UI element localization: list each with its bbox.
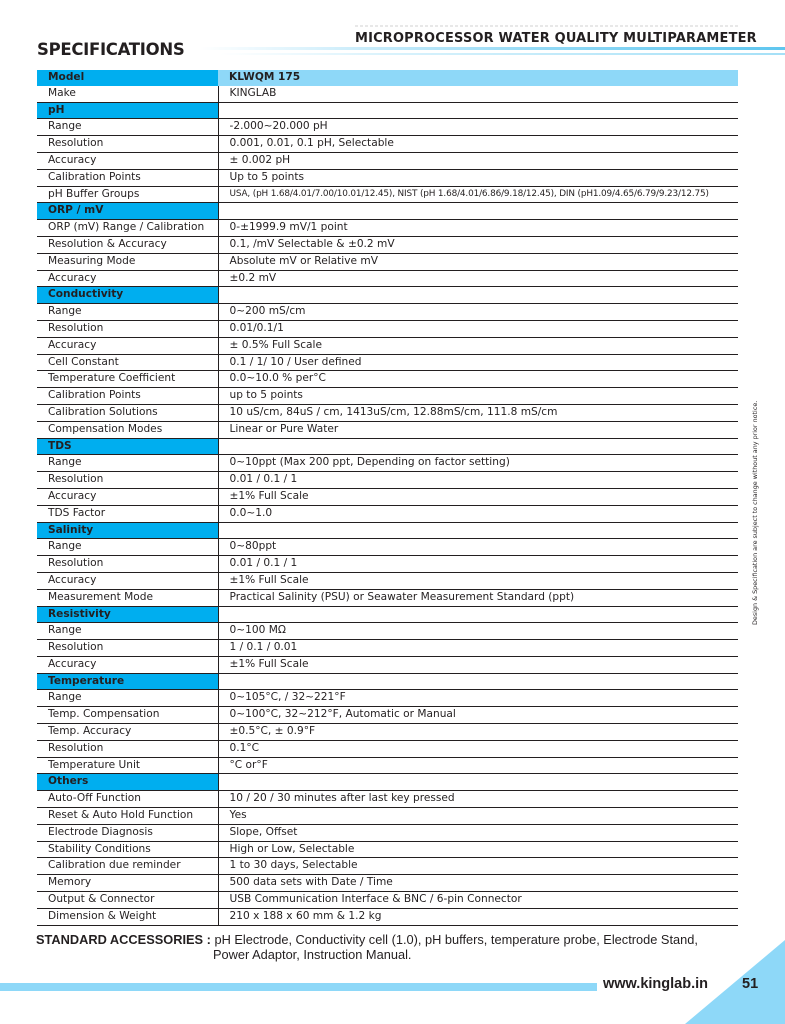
spec-label: Temp. Accuracy bbox=[37, 724, 218, 741]
spec-row bbox=[37, 858, 738, 875]
spec-row bbox=[37, 136, 738, 153]
spec-label: Temperature Unit bbox=[37, 757, 218, 774]
website-link[interactable]: www.kinglab.in bbox=[603, 976, 708, 992]
spec-label: Accuracy bbox=[37, 656, 218, 673]
spec-value: 0.01 / 0.1 / 1 bbox=[218, 472, 738, 489]
spec-row bbox=[37, 791, 738, 808]
spec-row bbox=[37, 841, 738, 858]
catalog-category-title: MICROPROCESSOR WATER QUALITY MULTIPARAMETER bbox=[355, 30, 757, 46]
section-header-row bbox=[37, 287, 738, 304]
section-title: pH bbox=[37, 102, 218, 119]
accessories-label: STANDARD ACCESSORIES : bbox=[36, 932, 211, 947]
spec-value: 0.0~1.0 bbox=[218, 505, 738, 522]
spec-value: 0~100°C, 32~212°F, Automatic or Manual bbox=[218, 707, 738, 724]
spec-value: °C or°F bbox=[218, 757, 738, 774]
make-row bbox=[37, 86, 738, 102]
section-title: ORP / mV bbox=[37, 203, 218, 220]
standard-accessories bbox=[36, 932, 698, 962]
spec-value: ±1% Full Scale bbox=[218, 572, 738, 589]
spec-value: 10 / 20 / 30 minutes after last key pressed bbox=[218, 791, 738, 808]
spec-label: Resolution bbox=[37, 740, 218, 757]
spec-label: Measuring Mode bbox=[37, 253, 218, 270]
spec-row bbox=[37, 808, 738, 825]
section-header-row bbox=[37, 522, 738, 539]
spec-label: Resolution bbox=[37, 640, 218, 657]
section-blank-cell bbox=[218, 774, 738, 791]
spec-value: High or Low, Selectable bbox=[218, 841, 738, 858]
section-blank-cell bbox=[218, 606, 738, 623]
spec-label: Resolution bbox=[37, 472, 218, 489]
spec-label: Auto-Off Function bbox=[37, 791, 218, 808]
spec-value: ± 0.002 pH bbox=[218, 152, 738, 169]
spec-label: Calibration due reminder bbox=[37, 858, 218, 875]
spec-label: TDS Factor bbox=[37, 505, 218, 522]
spec-value: 1 / 0.1 / 0.01 bbox=[218, 640, 738, 657]
spec-value: 0.1, /mV Selectable & ±0.2 mV bbox=[218, 236, 738, 253]
spec-row bbox=[37, 656, 738, 673]
section-title: Temperature bbox=[37, 673, 218, 690]
section-blank-cell bbox=[218, 522, 738, 539]
spec-row bbox=[37, 354, 738, 371]
spec-label: Output & Connector bbox=[37, 892, 218, 909]
header-accent-line-thin bbox=[220, 53, 785, 55]
spec-row bbox=[37, 253, 738, 270]
spec-row bbox=[37, 757, 738, 774]
spec-value: 0.0~10.0 % per°C bbox=[218, 371, 738, 388]
spec-row bbox=[37, 455, 738, 472]
spec-value: 1 to 30 days, Selectable bbox=[218, 858, 738, 875]
disclaimer-note: Design & Specification are subject to change without any prior notice. bbox=[751, 400, 759, 625]
spec-value: 0.001, 0.01, 0.1 pH, Selectable bbox=[218, 136, 738, 153]
spec-row bbox=[37, 505, 738, 522]
spec-value: 0.01 / 0.1 / 1 bbox=[218, 556, 738, 573]
model-row bbox=[37, 70, 738, 86]
spec-value: Slope, Offset bbox=[218, 824, 738, 841]
spec-label: Electrode Diagnosis bbox=[37, 824, 218, 841]
spec-row bbox=[37, 623, 738, 640]
spec-label: Accuracy bbox=[37, 488, 218, 505]
spec-value: 0~105°C, / 32~221°F bbox=[218, 690, 738, 707]
spec-label: Resolution & Accuracy bbox=[37, 236, 218, 253]
spec-value: ±0.2 mV bbox=[218, 270, 738, 287]
section-header-row bbox=[37, 673, 738, 690]
section-header-row bbox=[37, 203, 738, 220]
spec-row bbox=[37, 186, 738, 203]
spec-value: Yes bbox=[218, 808, 738, 825]
specifications-table bbox=[37, 70, 738, 926]
spec-row bbox=[37, 875, 738, 892]
make-label: Make bbox=[37, 86, 218, 102]
spec-label: Range bbox=[37, 623, 218, 640]
spec-label: Resolution bbox=[37, 136, 218, 153]
spec-label: Range bbox=[37, 304, 218, 321]
spec-value: USA, (pH 1.68/4.01/7.00/10.01/12.45), NIST (pH 1.68/4.01/6.86/9.18/12.45), DIN (pH1.09/4.65/6.79/9.23/12.75) bbox=[218, 186, 738, 203]
spec-row bbox=[37, 371, 738, 388]
spec-row bbox=[37, 707, 738, 724]
spec-value: up to 5 points bbox=[218, 388, 738, 405]
spec-row bbox=[37, 119, 738, 136]
spec-label: Measurement Mode bbox=[37, 589, 218, 606]
spec-value: ±1% Full Scale bbox=[218, 656, 738, 673]
model-value: KLWQM 175 bbox=[218, 70, 738, 86]
spec-value: USB Communication Interface & BNC / 6-pin Connector bbox=[218, 892, 738, 909]
spec-label: Memory bbox=[37, 875, 218, 892]
spec-row bbox=[37, 572, 738, 589]
section-header-row bbox=[37, 438, 738, 455]
spec-label: Cell Constant bbox=[37, 354, 218, 371]
header-dotted-rule bbox=[355, 25, 740, 27]
spec-row bbox=[37, 388, 738, 405]
spec-value: -2.000~20.000 pH bbox=[218, 119, 738, 136]
section-title: TDS bbox=[37, 438, 218, 455]
spec-label: Resolution bbox=[37, 320, 218, 337]
spec-label: Accuracy bbox=[37, 572, 218, 589]
section-title: Salinity bbox=[37, 522, 218, 539]
spec-row bbox=[37, 152, 738, 169]
spec-row bbox=[37, 421, 738, 438]
spec-label: Stability Conditions bbox=[37, 841, 218, 858]
spec-label: Dimension & Weight bbox=[37, 908, 218, 925]
spec-value: 0.1°C bbox=[218, 740, 738, 757]
spec-label: Accuracy bbox=[37, 152, 218, 169]
spec-label: ORP (mV) Range / Calibration bbox=[37, 220, 218, 237]
spec-label: Range bbox=[37, 119, 218, 136]
section-title: Others bbox=[37, 774, 218, 791]
spec-row bbox=[37, 236, 738, 253]
section-blank-cell bbox=[218, 102, 738, 119]
spec-label: Temp. Compensation bbox=[37, 707, 218, 724]
spec-value: Practical Salinity (PSU) or Seawater Measurement Standard (ppt) bbox=[218, 589, 738, 606]
spec-label: Calibration Points bbox=[37, 169, 218, 186]
spec-value: ±1% Full Scale bbox=[218, 488, 738, 505]
accessories-line-1: pH Electrode, Conductivity cell (1.0), pH buffers, temperature probe, Electrode Stand, bbox=[214, 932, 698, 947]
page-title: SPECIFICATIONS bbox=[37, 40, 185, 59]
spec-row bbox=[37, 169, 738, 186]
spec-label: pH Buffer Groups bbox=[37, 186, 218, 203]
spec-value: 10 uS/cm, 84uS / cm, 1413uS/cm, 12.88mS/cm, 111.8 mS/cm bbox=[218, 404, 738, 421]
spec-value: 0-±1999.9 mV/1 point bbox=[218, 220, 738, 237]
spec-value: 0~200 mS/cm bbox=[218, 304, 738, 321]
spec-value: 0.01/0.1/1 bbox=[218, 320, 738, 337]
spec-label: Calibration Solutions bbox=[37, 404, 218, 421]
section-title: Conductivity bbox=[37, 287, 218, 304]
spec-row bbox=[37, 589, 738, 606]
spec-label: Accuracy bbox=[37, 270, 218, 287]
spec-value: 0~80ppt bbox=[218, 539, 738, 556]
header-accent-line bbox=[200, 47, 785, 50]
section-header-row bbox=[37, 774, 738, 791]
spec-row bbox=[37, 640, 738, 657]
spec-row bbox=[37, 404, 738, 421]
spec-value: Absolute mV or Relative mV bbox=[218, 253, 738, 270]
spec-row bbox=[37, 824, 738, 841]
make-value: KINGLAB bbox=[218, 86, 738, 102]
spec-label: Compensation Modes bbox=[37, 421, 218, 438]
model-label: Model bbox=[37, 70, 218, 86]
spec-row bbox=[37, 320, 738, 337]
spec-row bbox=[37, 472, 738, 489]
spec-row bbox=[37, 220, 738, 237]
spec-row bbox=[37, 304, 738, 321]
section-blank-cell bbox=[218, 287, 738, 304]
spec-label: Range bbox=[37, 690, 218, 707]
spec-row bbox=[37, 892, 738, 909]
spec-value: 500 data sets with Date / Time bbox=[218, 875, 738, 892]
section-blank-cell bbox=[218, 203, 738, 220]
spec-value: 210 x 188 x 60 mm & 1.2 kg bbox=[218, 908, 738, 925]
section-blank-cell bbox=[218, 673, 738, 690]
spec-row bbox=[37, 270, 738, 287]
spec-label: Reset & Auto Hold Function bbox=[37, 808, 218, 825]
spec-label: Accuracy bbox=[37, 337, 218, 354]
section-header-row bbox=[37, 606, 738, 623]
spec-value: ± 0.5% Full Scale bbox=[218, 337, 738, 354]
section-title: Resistivity bbox=[37, 606, 218, 623]
spec-value: 0.1 / 1/ 10 / User defined bbox=[218, 354, 738, 371]
spec-row bbox=[37, 724, 738, 741]
spec-row bbox=[37, 556, 738, 573]
spec-label: Range bbox=[37, 455, 218, 472]
spec-row bbox=[37, 539, 738, 556]
spec-value: ±0.5°C, ± 0.9°F bbox=[218, 724, 738, 741]
spec-value: Up to 5 points bbox=[218, 169, 738, 186]
section-blank-cell bbox=[218, 438, 738, 455]
spec-row bbox=[37, 908, 738, 925]
section-header-row bbox=[37, 102, 738, 119]
spec-value: 0~100 MΩ bbox=[218, 623, 738, 640]
footer-accent-bar bbox=[0, 983, 597, 991]
spec-row bbox=[37, 337, 738, 354]
spec-label: Temperature Coefficient bbox=[37, 371, 218, 388]
spec-row bbox=[37, 690, 738, 707]
spec-value: 0~10ppt (Max 200 ppt, Depending on factor setting) bbox=[218, 455, 738, 472]
spec-label: Calibration Points bbox=[37, 388, 218, 405]
spec-label: Resolution bbox=[37, 556, 218, 573]
spec-value: Linear or Pure Water bbox=[218, 421, 738, 438]
spec-row bbox=[37, 488, 738, 505]
spec-row bbox=[37, 740, 738, 757]
spec-label: Range bbox=[37, 539, 218, 556]
page-number: 51 bbox=[742, 976, 759, 992]
accessories-line-2: Power Adaptor, Instruction Manual. bbox=[213, 947, 412, 962]
